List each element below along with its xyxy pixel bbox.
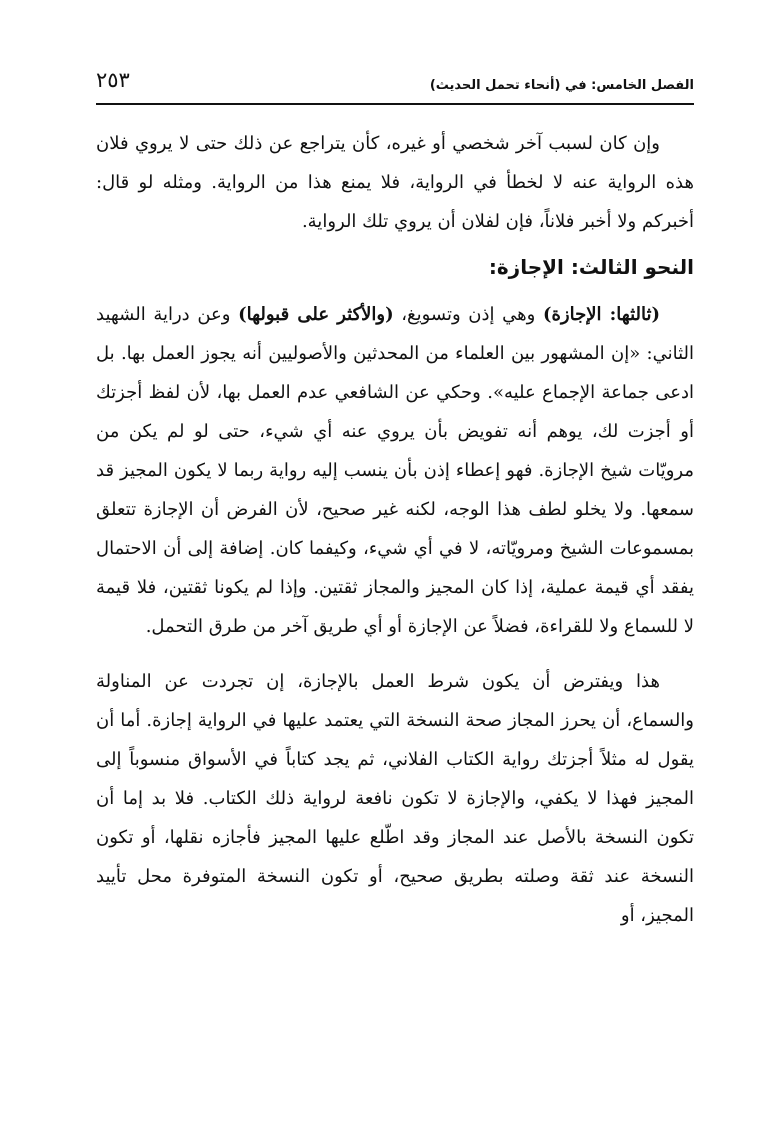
- paragraph-2-text-2: وعن دراية الشهيد الثاني: «إن المشهور بين العلماء من المحدثين والأصوليين أنه يجوز العمل بها. بل ادعى جماعة الإجماع عليه». وحكي عن الشافعي عدم العمل بها، لأن لفظ أجزتك أو أجزت لك، يوهم أنه تفويض بأن يروي عنه أي شيء، حتى لو لم يكن من مرويّات شيخ الإجازة. فهو إعطاء إذن بأن ينسب إليه رواية ربما لا يكون المجيز قد سمعها. ولا يخلو لطف هذا الوجه، لكنه غير صحيح، لأن الفرض أن الإجازة تتعلق بمسموعات الشيخ ومرويّاته، لا في أي شيء، وكيفما كان. إضافة إلى أن الاحتمال يفقد أي قيمة عملية، إذا كان المجيز والمجاز ثقتين. وإذا لم يكونا ثقتين، فلا قيمة لا للسماع ولا للقراءة، فضلاً عن الإجازة أو أي طريق آخر من طرق التحمل.: [96, 304, 694, 637]
- paragraph-2-bold-phrase-1: (ثالثها: الإجازة): [542, 304, 660, 325]
- page-body: [96, 124, 694, 935]
- paragraph-gap: [96, 646, 694, 662]
- page-header: [96, 68, 694, 102]
- running-title: الفصل الخامس: في (أنحاء تحمل الحديث): [429, 78, 694, 93]
- paragraph-1: وإن كان لسبب آخر شخصي أو غيره، كأن يتراجع عن ذلك حتى لا يروي فلان هذه الرواية عنه لا لخطأ في الرواية، فلا يمنع هذا من الرواية. ومثله لو قال: أخبركم ولا أخبر فلاناً، فإن لفلان أن يروي تلك الرواية.: [96, 133, 694, 232]
- paragraph-2-text-1: وهي إذن وتسويغ،: [393, 304, 543, 325]
- page-number: ٢٥٣: [96, 68, 130, 92]
- paragraph-2-bold-phrase-2: (والأكثر على قبولها): [238, 304, 394, 325]
- header-divider: [96, 103, 694, 105]
- section-heading: النحو الثالث: الإجازة:: [488, 255, 694, 279]
- paragraph-2: [96, 295, 694, 646]
- paragraph-3: هذا ويفترض أن يكون شرط العمل بالإجازة، إن تجردت عن المناولة والسماع، أن يحرز المجاز صحة النسخة التي يعتمد عليها في الرواية إجازة. أما أن يقول له مثلاً أجزتك رواية الكتاب الفلاني، ثم يجد كتاباً في الأسواق منسوباً إلى المجيز فهذا لا يكفي، والإجازة لا تكون نافعة لرواية ذلك الكتاب. فلا بد إما أن تكون النسخة بالأصل عند المجاز وقد اطّلع عليها المجيز فأجازه نقلها، أو تكون النسخة عند ثقة وصلته بطريق صحيح، أو تكون النسخة المتوفرة محل تأييد المجيز، أو: [96, 671, 694, 926]
